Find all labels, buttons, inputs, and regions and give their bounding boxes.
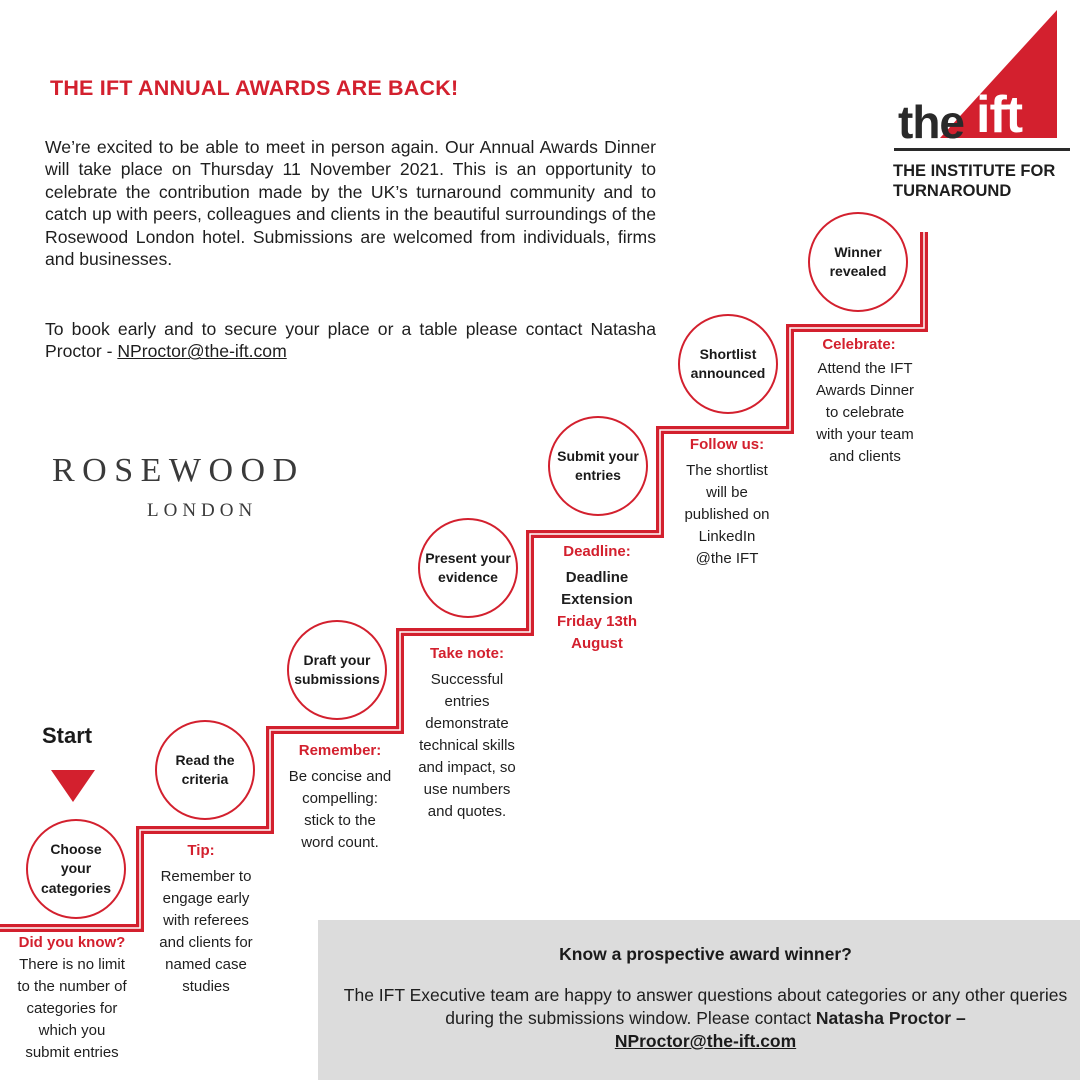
- step-circle-shortlist-announced: [678, 314, 778, 414]
- step-7-circle-line2: revealed: [829, 263, 887, 279]
- step-1-line: to the number of: [17, 978, 127, 995]
- logo-word-ift: ift: [976, 86, 1023, 144]
- step-3-line: compelling:: [302, 790, 378, 807]
- step-6-line: will be: [706, 484, 748, 501]
- step-6-info: [664, 434, 790, 570]
- contact-panel-text: The IFT Executive team are happy to answer questions about categories or any other queries during the submissions window. Please contact: [343, 985, 1068, 1028]
- step-2-line: named case: [165, 956, 247, 973]
- step-1-line: which you: [38, 1022, 106, 1039]
- step-7-line: Attend the IFT: [817, 360, 913, 377]
- step-4-label: Take note:: [430, 645, 504, 662]
- step-7-circle-line1: Winner: [834, 243, 882, 260]
- step-1-line: categories for: [26, 1000, 118, 1017]
- contact-panel-email-link[interactable]: NProctor@the-ift.com: [614, 1031, 797, 1051]
- step-1-info: [0, 932, 144, 1064]
- step-2-info: [140, 840, 272, 998]
- step-6-line: LinkedIn: [698, 528, 756, 545]
- step-3-line: Be concise and: [288, 768, 392, 785]
- step-3-circle-line2: submissions: [294, 671, 380, 687]
- logo-subtitle-line2: TURNAROUND: [893, 182, 1012, 200]
- step-1-circle-line3: categories: [40, 879, 112, 896]
- step-7-label: Celebrate:: [822, 336, 896, 353]
- step-4-line: Successful: [430, 671, 504, 688]
- contact-panel-name: Natasha Proctor –: [815, 1008, 966, 1028]
- start-label: Start: [42, 723, 93, 748]
- rosewood-logo-city: LONDON: [147, 500, 258, 521]
- step-3-circle-line1: Draft your: [303, 651, 371, 668]
- rosewood-logo-name: ROSEWOOD: [52, 452, 305, 489]
- step-5-info: [535, 541, 659, 655]
- step-2-circle-line1: Read the: [175, 751, 235, 768]
- step-1-label: Did you know?: [18, 934, 126, 951]
- step-2-line: engage early: [162, 890, 250, 907]
- step-5-circle-line1: Submit your: [557, 447, 639, 464]
- step-5-line: Extension: [561, 591, 633, 608]
- intro-paragraph: We’re excited to be able to meet in person again. Our Annual Awards Dinner will take place on Thursday 11 November 2021. This is an opportunity to celebrate the contribution made by the UK’s turnaround community and to catch up with peers, colleagues and clients in the beautiful surroundings of the Rosewood London hotel. Submissions are welcomed from individuals, firms and businesses.: [45, 137, 656, 270]
- step-1-line: There is no limit: [19, 956, 125, 973]
- booking-contact: [45, 318, 656, 363]
- step-4-line: use numbers: [423, 781, 511, 798]
- step-1-line: submit entries: [25, 1044, 119, 1061]
- step-3-label: Remember:: [298, 742, 382, 759]
- step-3-line: stick to the: [304, 812, 376, 829]
- contact-panel-body: [338, 984, 1073, 1053]
- step-4-line: demonstrate: [425, 715, 509, 732]
- step-5-line: Deadline: [565, 569, 629, 586]
- contact-panel-title: Know a prospective award winner?: [559, 944, 852, 964]
- step-4-line: and quotes.: [427, 803, 507, 820]
- step-circle-winner-revealed: [808, 212, 908, 312]
- step-6-line: published on: [684, 506, 770, 523]
- step-2-label: Tip:: [187, 842, 215, 859]
- step-1-circle-line2: your: [60, 860, 92, 877]
- step-3-info: [276, 740, 404, 854]
- booking-email-link[interactable]: NProctor@the-ift.com: [117, 341, 287, 362]
- booking-contact-text: To book early and to secure your place or a table please contact Natasha Proctor -: [45, 319, 656, 362]
- step-2-circle-line2: criteria: [181, 771, 229, 787]
- step-7-line: to celebrate: [825, 404, 905, 421]
- step-circle-draft-submissions: [287, 620, 387, 720]
- step-6-label: Follow us:: [689, 436, 765, 453]
- step-6-line: The shortlist: [686, 462, 768, 479]
- step-circle-read-criteria: [155, 720, 255, 820]
- start-arrow-icon: [51, 770, 95, 802]
- step-5-label: Deadline:: [563, 543, 631, 560]
- step-4-info: [404, 643, 530, 823]
- logo-subtitle-line1: THE INSTITUTE FOR: [893, 162, 1056, 180]
- step-5-circle-line2: entries: [575, 467, 621, 483]
- step-circle-present-evidence: [418, 518, 518, 618]
- step-6-line: @the IFT: [695, 550, 759, 567]
- step-circle-choose-categories: [26, 819, 126, 919]
- step-7-info: [797, 334, 933, 468]
- step-6-circle-line1: Shortlist: [699, 345, 757, 362]
- step-2-line: studies: [182, 978, 230, 995]
- step-4-circle-line2: evidence: [438, 569, 498, 585]
- step-1-circle-line1: Choose: [50, 840, 102, 857]
- step-4-circle-line1: Present your: [425, 549, 511, 566]
- step-circle-submit-entries: [548, 416, 648, 516]
- step-2-line: with referees: [163, 912, 249, 929]
- step-7-line: Awards Dinner: [815, 382, 915, 399]
- step-2-line: and clients for: [159, 934, 253, 951]
- headline: THE IFT ANNUAL AWARDS ARE BACK!: [50, 76, 459, 100]
- step-4-line: technical skills: [419, 737, 515, 754]
- step-4-line: entries: [444, 693, 490, 710]
- logo-rule: [894, 148, 1070, 151]
- step-6-circle-line2: announced: [690, 365, 766, 381]
- step-5-line: August: [571, 635, 623, 652]
- step-5-line: Friday 13th: [556, 613, 638, 630]
- step-2-line: Remember to: [160, 868, 252, 885]
- logo-subtitle: [893, 161, 1055, 201]
- logo-word-the: the: [898, 96, 964, 148]
- step-7-line: with your team: [816, 426, 914, 443]
- step-3-line: word count.: [301, 834, 379, 851]
- step-7-line: and clients: [829, 448, 901, 465]
- step-4-line: and impact, so: [418, 759, 516, 776]
